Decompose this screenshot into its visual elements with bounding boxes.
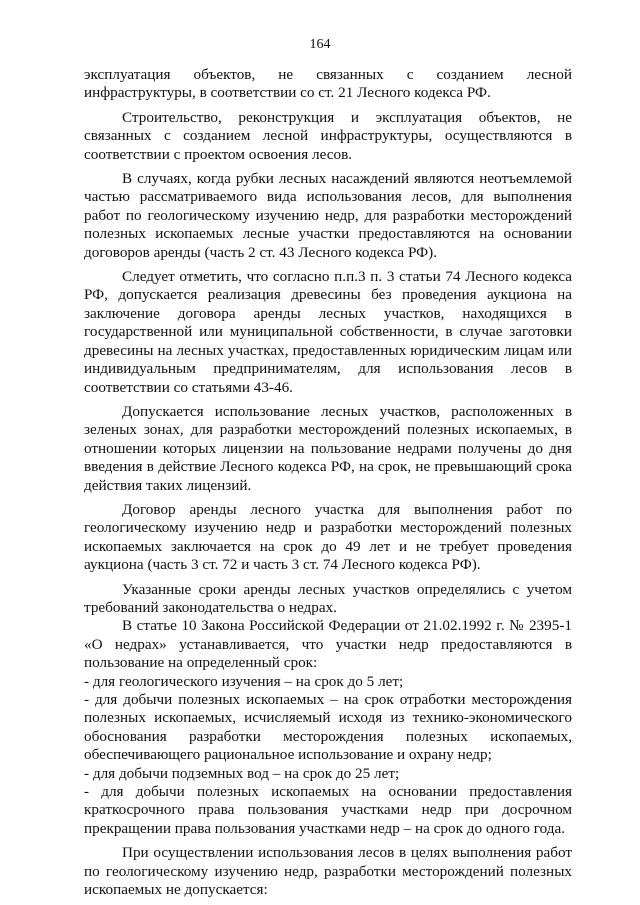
list-item: - для добычи полезных ископаемых – на срок отработки месторождения полезных ископаемых, исчисляемый исходя из технико-экономического обоснования разработки месторождения полезных ископаемых, обеспечивающего рациональное использование и охрану недр; xyxy=(84,691,572,764)
paragraph: эксплуатация объектов, не связанных с созданием лесной инфраструктуры, в соответствии со ст. 21 Лесного кодекса РФ. xyxy=(84,66,572,102)
paragraph: При осуществлении использования лесов в целях выполнения работ по геологическому изучению недр, разработки месторождений полезных ископаемых не допускается: xyxy=(84,844,572,899)
paragraph: Строительство, реконструкция и эксплуатация объектов, не связанных с созданием лесной инфраструктуры, осуществляются в соответствии с проектом освоения лесов. xyxy=(84,108,572,163)
list-item: - для добычи подземных вод – на срок до 25 лет; xyxy=(84,764,400,782)
paragraph: Указанные сроки аренды лесных участков определялись с учетом требований законодательства о недрах. xyxy=(84,580,572,616)
page-number: 164 xyxy=(309,37,331,52)
list-item: - для добычи полезных ископаемых на основании предоставления краткосрочного права пользования участками недр при досрочном прекращении права пользования участками недр – на срок до одного года. xyxy=(84,783,572,837)
paragraph: Договор аренды лесного участка для выполнения работ по геологическому изучению недр и разработки месторождений полезных ископаемых заключается на срок до 49 лет и не требует проведения аукциона (часть 3 ст. 72 и часть 3 ст. 74 Лесного кодекса РФ). xyxy=(84,500,572,574)
paragraph: Допускается использование лесных участков, расположенных в зеленых зонах, для разработки месторождений полезных ископаемых, в отношении которых лицензии на пользование недрами получены до дня введения в действие Лесного кодекса РФ, на срок, не превышающий срока действия таких лицензий. xyxy=(84,402,572,494)
paragraph: В статье 10 Закона Российской Федерации от 21.02.1992 г. № 2395-1 «О недрах» устанавливается, что участки недр предоставляются в пользование на определенный срок: xyxy=(84,617,572,672)
document-body xyxy=(84,66,572,899)
list-item: - для геологического изучения – на срок до 5 лет; xyxy=(84,672,404,690)
paragraph: Следует отметить, что согласно п.п.3 п. 3 статьи 74 Лесного кодекса РФ, допускается реализация древесины без проведения аукциона на заключение договора аренды лесных участков, находящихся в государственной или муниципальной собственности, в случае заготовки древесины на лесных участках, предоставленных юридическим лицам или индивидуальным предпринимателям, для использования лесов в соответствии со статьями 43-46. xyxy=(84,268,572,396)
paragraph: В случаях, когда рубки лесных насаждений являются неотъемлемой частью рассматриваемого вида использования лесов, для выполнения работ по геологическому изучению недр, для разработки месторождений полезных ископаемых лесные участки предоставляются на основании договоров аренды (часть 2 ст. 43 Лесного кодекса РФ). xyxy=(84,170,572,261)
